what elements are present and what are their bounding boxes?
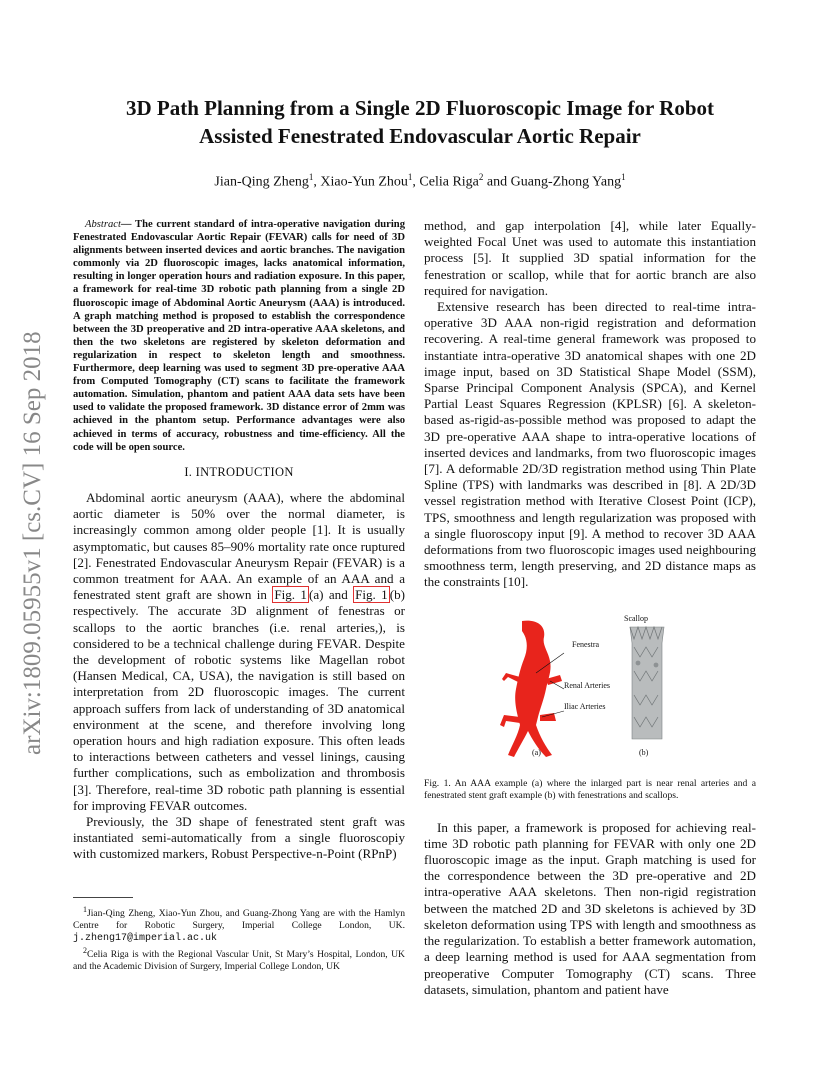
abstract-label: Abstract (85, 219, 121, 230)
author-4-affil: 1 (621, 172, 626, 182)
author-1: Jian-Qing Zheng (214, 174, 309, 190)
stent-graft-body (630, 627, 664, 739)
author-3: Celia Riga (419, 174, 479, 190)
paper-title-line1: 3D Path Planning from a Single 2D Fluoroscopic Image for Robot (125, 96, 714, 120)
fenestra-label: Fenestra (572, 639, 600, 649)
subfigure-b-label: (b) (639, 747, 649, 757)
arxiv-side-stamp (14, 285, 48, 755)
footnote-2 (73, 945, 405, 973)
footnote-2-text: Celia Riga is with the Regional Vascular Unit, St Mary’s Hospital, London, UK and the Academic Division of Surgery, Imperial College London, UK (73, 948, 405, 972)
figure-1-link-2[interactable]: Fig. 1 (355, 587, 388, 603)
intro-p1-part-b: (a) and (308, 587, 354, 603)
footnote-2-mark: 2 (83, 945, 87, 955)
abstract (73, 218, 405, 454)
fenestra-marker (636, 660, 641, 665)
author-3-affil: 2 (478, 172, 484, 182)
scallop-label: Scallop (624, 613, 648, 623)
figure-1-caption (424, 778, 756, 802)
renal-arteries-label: Renal Arteries (564, 680, 610, 690)
right-column (424, 218, 756, 998)
author-2: Xiao-Yun Zhou (320, 174, 408, 190)
right-paragraph-3: In this paper, a framework is proposed for achieving real-time 3D robotic path planning for FEVAR with only one 2D fluoroscopic image as the input. Graph matching is used for the correspondence between the 3D pre-operative and 2D intra-operative AAA skeletons. Then non-rigid registration between the matched 2D and 3D skeletons is achieved by 3D skeleton deformation using TPS with length and smoothness as the regularization. To establish a better framework automation, a deep learning method is used for AAA segmentation from preoperative Computer Tomography (CT) scans. Three datasets, simulation, phantom and patient have (424, 819, 756, 997)
abstract-text: — The current standard of intra-operative navigation during Fenestrated Endovascular Aortic Repair (FEVAR) calls for need of 3D alignments between inserted devices and aortic branches. The navigation commonly via 2D fluoroscopic images, lacks anatomical information, resulting in longer operation hours and radiation exposure. In this paper, a framework for real-time 3D robotic path planning from a single 2D fluoroscopic image of Abdominal Aortic Aneurysm (AAA) is introduced. A graph matching method is proposed to establish the correspondence between the 3D preoperative and 2D intra-operative AAA skeletons, and then the two skeletons are registered by skeleton deformation and regularization in respect to skeleton length and smoothness. Furthermore, deep learning was used to segment 3D pre-operative AAA from Computed Tomography (CT) scans to facilitate the framework automation. Simulation, phantom and patient AAA data sets have been used to validate the proposed framework. 3D distance error of 2mm was achieved in the phantom setup. Performance advantages were also achieved in terms of accuracy, robustness and time-efficiency. All the code will be open source. (73, 219, 405, 453)
left-column (73, 218, 405, 973)
figure-1 (424, 613, 756, 768)
footnote-email[interactable]: j.zheng17@imperial.ac.uk (73, 932, 218, 944)
arxiv-side-stamp-text: arXiv:1809.05955v1 [cs.CV] 16 Sep 2018 (19, 331, 46, 755)
figure-1-link[interactable]: Fig. 1 (274, 587, 307, 603)
figure-1-image (424, 613, 756, 768)
footnote-1-text: Jian-Qing Zheng, Xiao-Yun Zhou, and Guang-Zhong Yang are with the Hamlyn Centre for Robotic Surgery, Imperial College London, UK. (73, 907, 405, 931)
stent-graft-image (622, 615, 670, 745)
intro-paragraph-1 (73, 490, 405, 814)
aorta-shape (508, 620, 552, 756)
paper-title-line2: Assisted Fenestrated Endovascular Aortic Repair (199, 124, 641, 148)
caption-text: An AAA example (a) where the inlarged part is near renal arteries and a fenestrated stent graft example (b) with fenestrations and scallops. (424, 777, 756, 801)
right-paragraph-1: method, and gap interpolation [4], while later Equally-weighted Focal Unet was used to automate this instantiation process [5]. It supplied 3D spatial information for the fenestration or scallop, while that for aortic branch are also required for navigation. (424, 218, 756, 298)
footnote-divider (73, 897, 133, 898)
intro-paragraph-2: Previously, the 3D shape of fenestrated stent graft was instantiated semi-automatically from a single fluoroscopiy with customized markers, Robust Perspective-n-Point (RPnP) (73, 813, 405, 862)
subfigure-a-label: (a) (532, 747, 541, 757)
caption-label: Fig. 1. (424, 777, 451, 789)
intro-p1-part-a: Abdominal aortic aneurysm (AAA), where the abdominal aortic diameter is 50% over the normal diameter, is increasingly common among older people [1]. It is usually asymptomatic, but causes 85–90% mortality rate once ruptured [2]. Fenestrated Endovascular Aneurysm Repair (FEVAR) is a common treatment for AAA. An example of an AAA and a fenestrated stent graft are shown in (73, 489, 405, 603)
author-2-affil: 1 (407, 172, 413, 182)
iliac-artery-left (500, 715, 520, 727)
footnote-1-mark: 1 (83, 904, 87, 914)
renal-artery-left (502, 673, 520, 683)
iliac-arteries-label: Iliac Arteries (564, 701, 606, 711)
paper-title (70, 94, 770, 150)
aaa-model-image (500, 620, 562, 756)
intro-p1-part-c: (b) respectively. The accurate 3D alignment of fenestras or scallops to the aortic branches (i.e. renal arteries,), is considered to be a technical challenge during FEVAR. Despite the development of robotic systems like Magellan robot (Hansen Medical, CA, USA), the navigation is still based on interpretation from 2D fluoroscopic images. The current approach suffers from lack of understanding of 3D anatomical environment at the scene, and therefore involving long operation hours and high radiation exposure. This often leads to interactions between catheters and vessel linings, causing further complications, such as embolization and thrombosis [3]. Therefore, real-time 3D robotic path planning is essential for improving FEVAR outcomes. (73, 587, 406, 813)
author-4: Guang-Zhong Yang (510, 174, 622, 190)
author-1-affil: 1 (308, 172, 314, 182)
footnote-1 (73, 904, 405, 945)
section-heading-introduction: I. INTRODUCTION (184, 464, 294, 479)
author-list: Jian-Qing Zheng$^1$, Xiao-Yun Zhou$^1$, Celia Riga$^2$ and Guang-Zhong Yang$^1$ (214, 172, 626, 190)
right-paragraph-2: Extensive research has been directed to real-time intra-operative 3D AAA non-rigid registration and deformation recovering. A real-time general framework was proposed to instantiate intra-operative 3D anatomical shapes with one 2D image input, based on 3D Statistical Shape Model (SSM), Sparse Principal Component Analysis (SPCA), and Kernel Partial Least Squares Regression (KPLSR) [6]. A skeleton-based as-rigid-as-possible method was proposed to adapt the 3D pre-operative AAA shape to intra-operative locations of inserted devices and landmarks, from two fluoroscopic images [7]. A deformable 2D/3D registration method using Thin Plate Spline (TPS) with landmarks was described in [8]. A 2D/3D vessel registration method with Iterative Closest Point (ICP), TPS, smoothness and length regularization was proposed with a single fluoroscopy input [9]. A method to recover 3D AAA deformations from two fluoroscopic images used neighbouring smoothness term, length preserving, and 2D distance maps as the constraints [10]. (424, 299, 756, 590)
fenestra-marker-2 (654, 662, 659, 667)
